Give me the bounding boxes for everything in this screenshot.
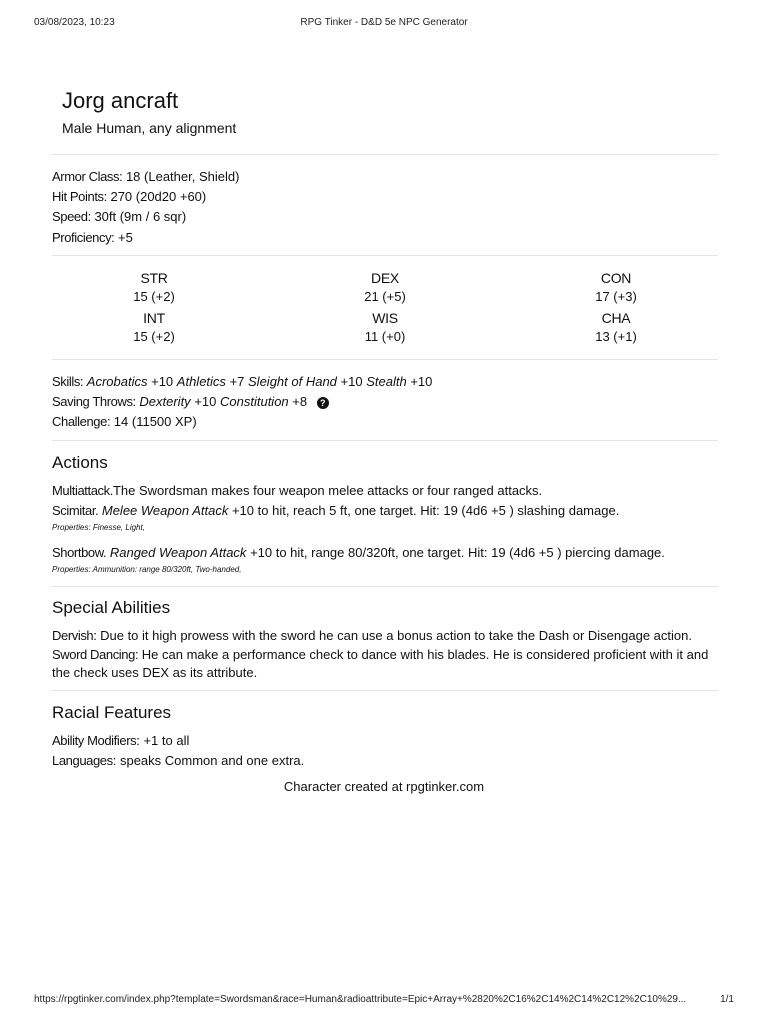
ability-abbr: INT	[143, 310, 165, 326]
armor-class-value: 18 (Leather, Shield)	[125, 169, 240, 184]
divider	[52, 690, 718, 691]
shortbow-text: +10 to hit, range 80/320ft, one target. Hit: 19 (4d6 +5 ) piercing damage.	[250, 545, 665, 560]
shortbow-properties: Properties: Ammunition: range 80/320ft, Two-handed,	[52, 565, 242, 574]
ability-value: 15 (+2)	[133, 329, 175, 344]
speed-label: Speed:	[52, 209, 91, 224]
ability-abbr: STR	[140, 270, 168, 286]
languages-label: Languages	[52, 753, 113, 768]
dervish-line	[52, 628, 692, 643]
sword-dancing-text: He can make a performance check to dance with his blades. He is considered proficient with it and the check uses DEX as its attribute.	[52, 647, 709, 680]
divider	[52, 255, 718, 256]
saving-throws-label: Saving Throws:	[52, 394, 136, 409]
scimitar-label: Scimitar.	[52, 503, 99, 518]
print-datetime: 03/08/2023, 10:23	[34, 17, 115, 28]
ability-value: 15 (+2)	[133, 289, 175, 304]
dervish-text: Due to it high prowess with the sword he can use a bonus action to take the Dash or Disengage action.	[100, 628, 692, 643]
print-page-number: 1/1	[720, 994, 734, 1005]
skill-bonus: +10	[151, 374, 174, 389]
ability-con	[556, 270, 676, 304]
skill-bonus: +7	[229, 374, 245, 389]
print-url: https://rpgtinker.com/index.php?template=Swordsman&race=Human&radioattribute=Epic+Array+%2820%2C16%2C14%2C14%2C12%2C10%29...	[34, 994, 687, 1005]
shortbow-attack-type: Ranged Weapon Attack	[109, 545, 247, 560]
skills-line	[52, 374, 432, 389]
save-bonus: +8	[292, 394, 308, 409]
ability-wis	[325, 310, 445, 344]
ability-cha	[556, 310, 676, 344]
skill-bonus: +10	[340, 374, 363, 389]
special-abilities-heading: Special Abilities	[52, 598, 171, 617]
saving-throws-line	[52, 394, 329, 409]
divider	[52, 586, 718, 587]
npc-subtitle: Male Human, any alignment	[62, 120, 237, 136]
ability-abbr: CHA	[601, 310, 631, 326]
ability-modifiers-label: Ability Modifiers	[52, 733, 137, 748]
skill-name: Stealth	[366, 374, 407, 389]
proficiency-line	[52, 230, 133, 245]
ability-value: 11 (+0)	[364, 329, 406, 344]
armor-class-label: Armor Class:	[52, 169, 123, 184]
ability-int	[94, 310, 214, 344]
ability-value: 17 (+3)	[595, 289, 637, 304]
ability-str	[94, 270, 214, 304]
print-page-title: RPG Tinker - D&D 5e NPC Generator	[300, 17, 468, 28]
skill-name: Sleight of Hand	[248, 374, 337, 389]
shortbow-label: Shortbow.	[52, 545, 107, 560]
proficiency-value: +5	[118, 230, 133, 245]
ability-abbr: WIS	[372, 310, 398, 326]
help-circle-icon[interactable]: ?	[317, 397, 329, 409]
divider	[52, 154, 718, 155]
challenge-value: 14 (11500 XP)	[113, 414, 197, 429]
credit-line: Character created at rpgtinker.com	[283, 779, 485, 794]
npc-name: Jorg ancraft	[62, 88, 179, 113]
hit-points-label: Hit Points:	[52, 189, 107, 204]
ability-modifiers-text: : +1 to all	[136, 733, 190, 748]
save-name: Constitution	[220, 394, 289, 409]
speed-line	[52, 209, 186, 224]
actions-heading: Actions	[52, 453, 108, 472]
skill-name: Acrobatics	[86, 374, 148, 389]
hit-points-value: 270 (20d20 +60)	[110, 189, 207, 204]
divider	[52, 359, 718, 360]
racial-features-heading: Racial Features	[52, 703, 172, 722]
multiattack-label: Multiattack.	[52, 483, 113, 498]
languages-text: : speaks Common and one extra.	[112, 753, 305, 768]
ability-value: 13 (+1)	[595, 329, 637, 344]
ability-modifiers-line	[52, 733, 189, 748]
save-bonus: +10	[194, 394, 217, 409]
dervish-label: Dervish:	[52, 628, 97, 643]
scimitar-properties: Properties: Finesse, Light,	[52, 523, 145, 532]
save-name: Dexterity	[139, 394, 191, 409]
scimitar-text: +10 to hit, reach 5 ft, one target. Hit: 19 (4d6 +5 ) slashing damage.	[231, 503, 620, 518]
speed-value: 30ft (9m / 6 sqr)	[94, 209, 187, 224]
scimitar-attack-type: Melee Weapon Attack	[101, 503, 229, 518]
divider	[52, 440, 718, 441]
shortbow-line	[52, 545, 665, 560]
skill-name: Athletics	[176, 374, 226, 389]
skill-bonus: +10	[410, 374, 433, 389]
multiattack-line	[52, 483, 542, 498]
scimitar-line	[52, 503, 619, 518]
ability-value: 21 (+5)	[364, 289, 406, 304]
multiattack-text: The Swordsman makes four weapon melee attacks or four ranged attacks.	[112, 483, 543, 498]
skills-label: Skills:	[52, 374, 84, 389]
hit-points-line	[52, 189, 206, 204]
sword-dancing-paragraph	[52, 646, 712, 682]
ability-abbr: DEX	[371, 270, 399, 286]
sword-dancing-label: Sword Dancing:	[52, 647, 139, 662]
ability-abbr: CON	[600, 270, 632, 286]
armor-class-line	[52, 169, 239, 184]
challenge-label: Challenge:	[52, 414, 111, 429]
languages-line	[52, 753, 304, 768]
challenge-line	[52, 414, 197, 429]
proficiency-label: Proficiency:	[52, 230, 115, 245]
ability-dex	[325, 270, 445, 304]
